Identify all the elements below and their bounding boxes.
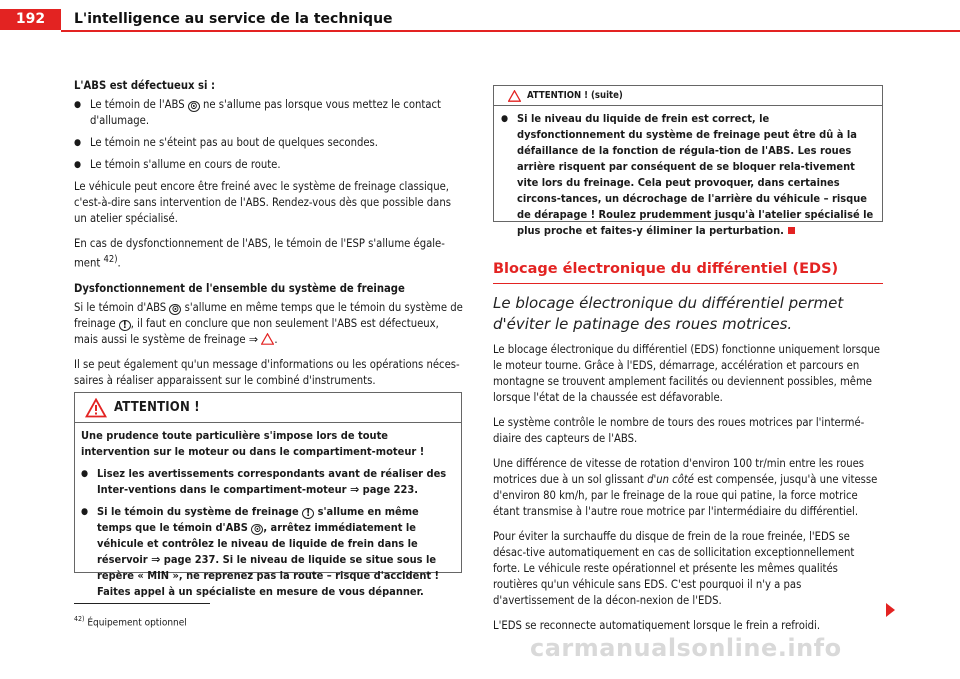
brake-warning-light-icon: ! [302,508,314,519]
end-of-section-mark [788,227,795,234]
header-rule [61,30,960,32]
warning-label: ATTENTION ! [114,399,200,415]
section-rule [493,283,883,284]
warning-header [75,393,461,423]
page-link[interactable]: page 237. [163,553,220,566]
abs-bullet-2: ● Le témoin ne s'éteint pas au bout de quelques secondes. [74,135,464,151]
warning-triangle-icon [85,398,107,418]
brake-warning-light-icon: ! [119,320,131,331]
page-title: L'intelligence au service de la technique [74,11,393,27]
warning-header [494,86,882,106]
text: ne s'allume pas lorsque vous mettez le contact d'allumage. [90,98,441,127]
paragraph: Il se peut également qu'un message d'informations ou les opérations néces-saires à réaliser apparaissent sur le combiné d'instruments. [74,357,460,387]
warning-label: ATTENTION ! (suite) [527,89,623,101]
text: s'allume en même temps que le témoin d'ABS [97,505,419,534]
warning-intro: Une prudence toute particulière s'impose lors de toute intervention sur le moteur ou dans le compartiment-moteur ! [81,429,425,458]
warning-box [74,392,462,598]
page-link[interactable]: page 223. [362,483,419,496]
warning-triangle-icon[interactable] [261,333,274,345]
text: . [117,256,121,270]
paragraph [493,456,883,520]
paragraph: Le système contrôle le nombre de tours des roues motrices par l'intermé-diaire des capteurs de l'ABS. [493,416,865,445]
page-number: 192 [0,9,61,30]
warning-body [494,106,882,239]
warning-bullet [501,111,878,239]
paragraph: Le véhicule peut encore être freiné avec le système de freinage classique, c'est-à-dire sans intervention de l'ABS. Rendez-vous dès que possible dans un atelier spécialisé. [74,180,451,225]
abs-warning-light-icon: ⊙ [188,101,200,112]
abs-warning-light-icon: ⊙ [251,524,263,535]
emphasis: d'un côté [647,473,695,486]
footnote-text: Équipement optionnel [87,617,187,629]
paragraph: Le blocage électronique du différentiel (EDS) fonctionne uniquement lorsque le moteur tourne. Grâce à l'EDS, démarrage, accélération et parcours en montagne se trouvent amplement facilités ou deviennent possibles, même lorsque l'état de la chaussée est défavorable. [493,343,880,404]
watermark: carmanualsonline.info [530,634,842,662]
abs-warning-light-icon: ⊙ [169,304,181,315]
text: Le témoin de l'ABS [90,98,185,111]
arrow-icon: ⇒ [248,332,259,346]
text: , arrêtez immédiatement le véhicule et contrôlez le niveau de liquide de frein dans le réservoir [97,521,418,566]
arrow-icon: ⇒ [349,483,360,496]
footnote [74,611,187,631]
paragraph: Si le témoin d'ABS ⊙ s'allume en même temps que le témoin du système de freinage ! , il faut en conclure que non seulement l'ABS est défectueux, mais aussi le système de freinage ⇒ . [74,300,463,346]
brake-heading: Dysfonctionnement de l'ensemble du système de freinage [74,281,405,295]
right-column-text [493,342,883,643]
text: , il faut en conclure que non seulement l'ABS est défectueux, mais aussi le système de freinage [74,316,439,346]
paragraph: L'EDS se reconnecte automatiquement lorsque le frein a refroidi. [493,619,821,632]
warning-triangle-icon [508,90,521,102]
text: Si le niveau de liquide se situe sous le repère « MIN », ne reprenez pas la route – risque d'accident ! Faites appel à un spécialiste en mesure de vous dépanner. [97,553,440,598]
footnote-mark: 42) [74,615,85,623]
section-subtitle: Le blocage électronique du différentiel permet d'éviter le patinage des roues motrices. [493,294,844,333]
abs-heading: L'ABS est défectueux si : [74,79,215,92]
text: Si le niveau du liquide de frein est correct, le dysfonctionnement du système de freinage peut être dû à la défaillance de la fonction de régula-tion de l'ABS. Les roues arrière risquent par conséquent de se bloquer rela-tivement vite lors du freinage. Cela peut provoquer, dans certaines circons-tances, un décrochage de l'arrière du véhicule – risque de dérapage ! Roulez prudemment jusqu'à l'atelier spécialisé le plus proche et faites-y éliminer la perturbation. [517,112,874,237]
warning-bullet-1 [81,466,456,498]
warning-bullet-2 [81,504,456,600]
text: Lisez les avertissements correspondants avant de réaliser des Inter-ventions dans le compartiment-moteur [97,467,447,496]
paragraph [74,236,464,272]
text: s'allume en même temps que le témoin du système de freinage [74,300,463,330]
arrow-icon: ⇒ [151,553,161,566]
abs-bullet-3: ● Le témoin s'allume en cours de route. [74,157,464,173]
warning-box-continued [493,85,883,237]
page-header [0,0,960,38]
section-title: Blocage électronique du différentiel (EDS) [493,261,839,277]
text: Si le témoin du système de freinage [97,505,299,518]
warning-body [75,423,461,600]
text: Si le témoin d'ABS [74,300,167,314]
text: Une différence de vitesse de rotation d'environ 100 tr/min entre les roues motrices due à un sol glissant [493,457,865,486]
abs-bullet-1 [74,97,464,129]
text: En cas de dysfonctionnement de l'ABS, le témoin de l'ESP s'allume égale-ment [74,237,445,270]
left-column [74,78,464,398]
text: est compensée, jusqu'à une vitesse d'environ 80 km/h, par le freinage de la roue qui patine, la force motrice étant transmise à l'autre roue motrice par l'intermédiaire du différentiel. [493,473,878,518]
footnote-rule [74,603,210,604]
paragraph: Pour éviter la surchauffe du disque de frein de la roue freinée, l'EDS se désac-tive automatiquement en cas de sollicitation exceptionnellement forte. Le véhicule reste opérationnel et présente les mêmes qualités routières qu'un véhicule sans EDS. C'est pourquoi il n'y a pas d'avertissement de la décon-nexion de l'EDS. [493,530,855,607]
next-page-arrow-icon[interactable] [886,603,895,617]
footnote-ref[interactable]: 42) [103,254,118,265]
